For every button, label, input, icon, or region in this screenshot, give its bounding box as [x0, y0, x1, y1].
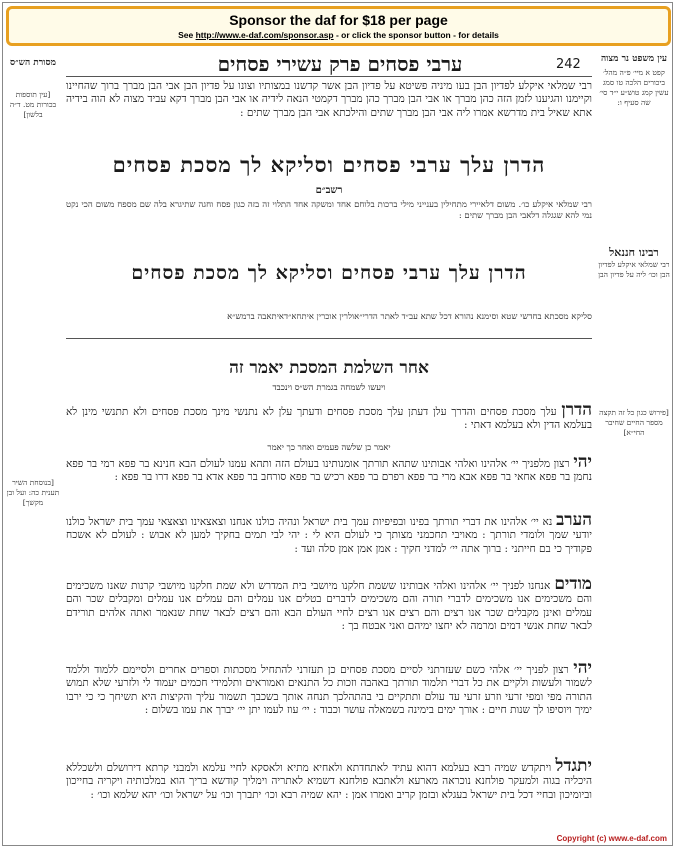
hadran-prayer-text: עלך מסכת פסחים והדרך עלן דעתן עלך מסכת פסחים ודעתך עלן לא נתנשי מינך מסכת פסחים ולא תתנשי מינן לא בעלמא הדין ולא בעלמא דאתי :	[66, 406, 592, 432]
mesoret-hashas-text: [עין תוספות בכורות מט. ד״ה בלשון]	[9, 90, 57, 119]
haarev-na-lead: הערב	[556, 510, 593, 530]
sponsor-subtitle-prefix: See	[178, 30, 196, 40]
hadran-heading-1: הדרן עלך ערבי פסחים וסליקא לך מסכת פסחים	[112, 152, 546, 177]
sponsor-link[interactable]: http://www.e-daf.com/sponsor.asp	[195, 30, 334, 40]
yitgadal-lead: יתגדל	[555, 756, 592, 776]
header-rule	[66, 76, 592, 77]
gemara-text: רבי שמלאי איקלע לפדיון הבן בעו מיניה פשיטא על פדיון הבן אשר קדשנו במצותיו וצונו על פדיון הבן אבי הבן מברך ברוך שהחיינו וקיימנו והגיענו לזמן הזה כהן מברך או אבי הבן מברך כהן מברך דקמטי הנאה לידיה או אבי הבן מברך דקא עביד מצוה לא הוה בידיה אתא שאיל בית מדרשא אמרו ליה אבי הבן מברך שתים והילכתא אבי הבן מברך שתים :	[66, 80, 592, 119]
hashlamah-title: אחר השלמת המסכת יאמר זה	[229, 358, 429, 378]
yitgadal	[66, 756, 592, 802]
hadran-heading-2: הדרן עלך ערבי פסחים וסליקא לך מסכת פסחים	[131, 262, 527, 284]
siyum-note: סליקא מסכתא בחדשי שטא וסימנא נהורא דכל שתא עב״ד לאתר הדרי״אולרין אוכרין איתחא״דאיתאבה ברמש״א	[227, 312, 592, 322]
left-mid-note: [בנוסחת השיר תענית כה: ועל ובן מקשך]	[6, 478, 60, 507]
mesoret-hashas-margin	[6, 58, 60, 120]
section-rule	[66, 338, 592, 339]
page-number: 242	[556, 57, 581, 72]
haarev-na	[66, 510, 593, 556]
haarev-na-text: נא יי׳ אלהינו את דברי תורתך בפינו ובפיפיות עמך בית ישראל ונהיה כולנו אנחנו וצאצאינו וצאצאי עמך בית ישראל כולנו יודעי שמך ולומדי תורתך : מאויבי תחכמני מצותך כי לעולם היא לי : יהי לבי תמים בחקיך למען לא אבוש : לעולם לא אשכח פקודיך כי בם חייתני : ברוך אתה יי׳ למדני חקיך : אמן אמן אמן סלה ועד :	[66, 516, 592, 555]
rashbam-text: רבי שמלאי איקלע כו׳. משום דלאיירי מתחילין בענייני מילי ברכות בלוחם אחד ומשקה אחד התלוי זה בזה כגון פסח וחגה שתיגרא בלה שם מספח משום הכי נקט נמי להא שגגלה דלאבי הבן מברך שתים :	[66, 200, 592, 221]
hadran-prayer-lead: הדרן	[561, 400, 592, 420]
hadran-prayer	[66, 400, 592, 433]
yehi-ratzon-1-lead: יהי	[573, 452, 593, 472]
yehi-ratzon-2	[66, 658, 592, 718]
rabbeinu-chananel-margin	[598, 248, 670, 280]
yehi-ratzon-1-text: רצון מלפניך יי׳ אלהינו ואלהי אבותינו שתהא תורתך אומנותינו בעולם הזה ותהא עמנו לעולם הבא חנינא בר פפא רמי בר פפא נחמן בר פפא אחאי בר פפא אבא מרי בר פפא רפרם בר פפא רכיש בר פפא סורחב בר פפא אדא בר פפא דרו בר פפא :	[66, 458, 592, 484]
modim-text: אנחנו לפניך יי׳ אלהינו ואלהי אבותינו ששמת חלקנו מיושבי בית המדרש ולא שמת חלקנו מיושבי קרנות שאנו משכימים והם משכימים אנו משכימים לדברי תורה והם משכימים לדברים בטלים אנו עמלים והם עמלים אנו עמלים ומקבלים שכר והם עמלים ואינן מקבלים שכר אנו רצים והם רצים אנו רצים לחיי העולם הבא והם רצים לבאר שחת שנאמר ואתה אלהים תורידם לבאר שחת אנשי דמים ומרמה לא יחצו ימיהם ואני אבטח בך :	[66, 580, 592, 633]
yehi-ratzon-1	[66, 452, 593, 485]
right-mid-note: [פירוש כגון כל זה תקצה מספר החיים שחיבר החי״א]	[599, 408, 669, 437]
rabbeinu-chananel-heading: רבינו חננאל	[609, 246, 659, 259]
three-times-note: יאמר כן שלשה פעמים ואחר כך יאמר	[267, 443, 391, 453]
yehi-ratzon-2-lead: יהי	[573, 658, 592, 678]
running-head: ערבי פסחים פרק עשירי פסחים	[217, 52, 463, 76]
modim	[66, 574, 592, 634]
yehi-ratzon-2-text: רצון לפניך יי׳ אלהי כשם שעזרתני לסיים מסכת פסחים כן תעזרני להתחיל מסכתות וספרים אחרים ולסיימם ללמוד וללמד לשמור ולעשות ולקיים את כל דברי תלמוד תורתך באהבה וזכות כל התנאים ואמוראים ותלמידי חכמים יעמוד לי ולזרעי שלא תמוש התורה מפי ומפי זרעי וזרע זרעי עד עולם ותתקיים בי בהתהלכך תנחה אותך בשכבך תשמור עליך והקיצות היא תשיחך כי כי ירבו ימיך ויוסיפו לך שנות חיים : אורך ימים בימינה בשמאלה עושר וכבוד : יי׳ עוז לעמו יתן יי׳ יברך את עמו בשלום :	[66, 664, 592, 717]
modim-lead: מודים	[554, 574, 592, 594]
mesoret-hashas-heading: מסורת הש״ס	[10, 58, 56, 68]
sponsor-banner[interactable]	[6, 6, 671, 46]
rabbeinu-chananel-text: רבי שמלאי איקלע לפדיון הבן וכו׳ ליה על פדיון הבן	[598, 260, 670, 279]
ein-mishpat-text: קפט א מיי׳ פ״ה מהל׳ ביכורים הלכה טו סמג עשין קמג טוש״ע י״ד סי׳ שה סעיף ו:	[599, 68, 669, 107]
hashlamah-subtitle: ויעשו לשמחה בגמרת הש״ס וינכבד	[272, 383, 386, 393]
ein-mishpat-margin	[598, 54, 670, 108]
copyright-notice[interactable]: Copyright (c) www.e-daf.com	[556, 834, 667, 843]
rashbam-heading: רשב״ם	[315, 185, 343, 196]
ein-mishpat-heading: עין משפט נר מצוה	[600, 54, 668, 64]
sponsor-title[interactable]: Sponsor the daf for $18 per page	[229, 12, 448, 28]
yitgadal-text: ויתקדש שמיה רבא בעלמא דהוא עתיד לאתחדתא ולאחיא מתיא ולאסקא לחיי עלמא ולמבני קרתא דירושלם ולשכללא היכליה בגוה ולמעקר פולחנא נוכראה מארעא ולאתבא פולחנא דשמיא לאתריה וימליך קודשא בריך הוא במלכותיה ויקריה בחייכון וביומיכון ובחיי דכל בית ישראל בעגלא ובזמן קריב ואמרו אמן : יהא שמיה רבא וכו׳ יתברך וכו׳ על ישראל וכו׳ יהא שלמא וכו׳ :	[66, 762, 592, 801]
sponsor-subtitle-suffix: - or click the sponsor button - for details	[333, 30, 499, 40]
sponsor-subtitle	[9, 30, 668, 40]
